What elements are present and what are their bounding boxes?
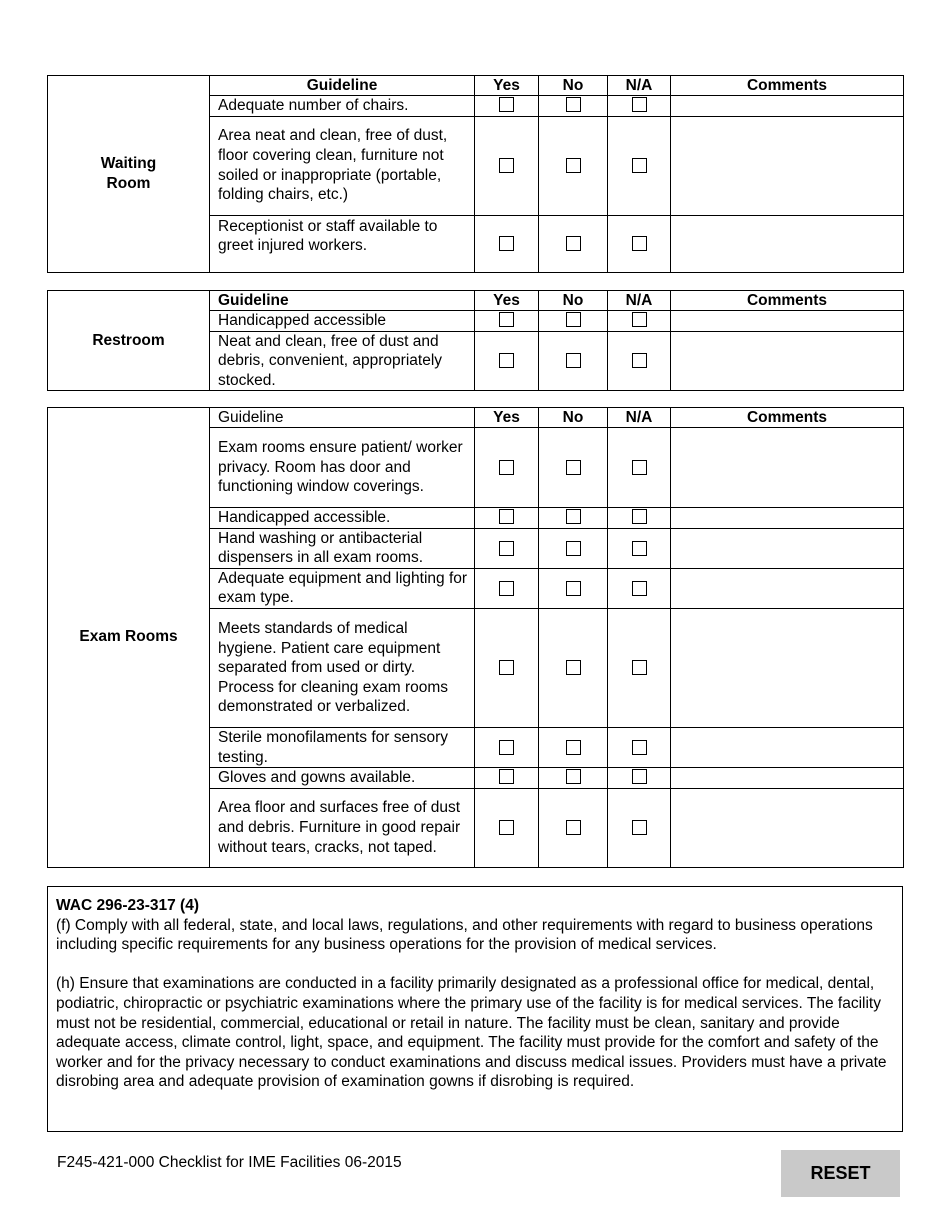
comments-field[interactable] [671, 727, 904, 767]
na-checkbox[interactable] [632, 353, 647, 368]
comments-header: Comments [671, 408, 904, 428]
comments-field[interactable] [671, 528, 904, 568]
guideline-text: Meets standards of medical hygiene. Patient care equipment separated from used or dirty. Process for cleaning exam rooms demonstrated or verbalized. [210, 608, 475, 727]
na-checkbox[interactable] [632, 541, 647, 556]
wac-regulation-box [47, 886, 903, 1132]
guideline-text: Exam rooms ensure patient/ worker privacy. Room has door and functioning window coverings. [210, 428, 475, 508]
no-checkbox[interactable] [566, 312, 581, 327]
guideline-text: Gloves and gowns available. [210, 768, 475, 789]
yes-checkbox[interactable] [499, 236, 514, 251]
na-checkbox[interactable] [632, 158, 647, 173]
guideline-text: Area floor and surfaces free of dust and debris. Furniture in good repair without tears, cracks, not taped. [210, 788, 475, 867]
na-header: N/A [608, 291, 671, 311]
exam-rooms-label: Exam Rooms [48, 408, 210, 868]
guideline-text: Adequate equipment and lighting for exam type. [210, 568, 475, 608]
comments-field[interactable] [671, 608, 904, 727]
no-checkbox[interactable] [566, 581, 581, 596]
na-checkbox[interactable] [632, 236, 647, 251]
waiting-room-table [47, 75, 904, 273]
no-header: No [539, 76, 608, 96]
yes-checkbox[interactable] [499, 660, 514, 675]
comments-header: Comments [671, 291, 904, 311]
no-checkbox[interactable] [566, 158, 581, 173]
yes-checkbox[interactable] [499, 820, 514, 835]
guideline-text: Receptionist or staff available to greet injured workers. [210, 215, 475, 272]
guideline-text: Hand washing or antibacterial dispensers in all exam rooms. [210, 528, 475, 568]
yes-header: Yes [475, 408, 539, 428]
restroom-table [47, 290, 904, 391]
comments-field[interactable] [671, 215, 904, 272]
yes-checkbox[interactable] [499, 769, 514, 784]
comments-field[interactable] [671, 331, 904, 391]
restroom-label: Restroom [48, 291, 210, 391]
na-checkbox[interactable] [632, 509, 647, 524]
no-header: No [539, 291, 608, 311]
yes-checkbox[interactable] [499, 158, 514, 173]
wac-paragraph-f: (f) Comply with all federal, state, and local laws, regulations, and other requirements with regard to business operations including specific requirements for any business operations for the provision of medical services. [56, 916, 873, 954]
na-checkbox[interactable] [632, 740, 647, 755]
yes-checkbox[interactable] [499, 581, 514, 596]
na-checkbox[interactable] [632, 660, 647, 675]
no-checkbox[interactable] [566, 769, 581, 784]
na-checkbox[interactable] [632, 820, 647, 835]
exam-rooms-table [47, 407, 904, 868]
no-checkbox[interactable] [566, 541, 581, 556]
na-header: N/A [608, 76, 671, 96]
yes-checkbox[interactable] [499, 97, 514, 112]
wac-title: WAC 296-23-317 (4) [56, 897, 200, 914]
guideline-text: Handicapped accessible. [210, 508, 475, 529]
na-checkbox[interactable] [632, 460, 647, 475]
guideline-header: Guideline [210, 291, 475, 311]
no-checkbox[interactable] [566, 660, 581, 675]
na-header: N/A [608, 408, 671, 428]
comments-field[interactable] [671, 428, 904, 508]
comments-field[interactable] [671, 788, 904, 867]
guideline-text: Sterile monofilaments for sensory testing. [210, 727, 475, 767]
na-checkbox[interactable] [632, 581, 647, 596]
comments-field[interactable] [671, 96, 904, 117]
guideline-header: Guideline [210, 76, 475, 96]
comments-field[interactable] [671, 568, 904, 608]
na-checkbox[interactable] [632, 769, 647, 784]
guideline-header: Guideline [210, 408, 475, 428]
comments-field[interactable] [671, 311, 904, 332]
no-header: No [539, 408, 608, 428]
na-checkbox[interactable] [632, 312, 647, 327]
comments-field[interactable] [671, 508, 904, 529]
yes-checkbox[interactable] [499, 509, 514, 524]
guideline-text: Handicapped accessible [210, 311, 475, 332]
reset-button[interactable]: RESET [781, 1150, 900, 1197]
no-checkbox[interactable] [566, 740, 581, 755]
wac-paragraph-h: (h) Ensure that examinations are conducted in a facility primarily designated as a professional office for medical, dental, podiatric, chiropractic or psychiatric examinations where the primary use of the facility is for medical services. The facility must not be residential, commercial, educational or retail in nature. The facility must be clean, sanitary and provide adequate access, climate control, light, space, and equipment. The facility must provide for the comfort and safety of the worker and for the privacy necessary to conduct examinations and discuss medical issues. Providers must have a private disrobing area and adequate provision of examination gowns if disrobing is required. [56, 975, 887, 1091]
comments-header: Comments [671, 76, 904, 96]
yes-checkbox[interactable] [499, 740, 514, 755]
yes-header: Yes [475, 76, 539, 96]
no-checkbox[interactable] [566, 460, 581, 475]
no-checkbox[interactable] [566, 236, 581, 251]
yes-checkbox[interactable] [499, 312, 514, 327]
no-checkbox[interactable] [566, 97, 581, 112]
no-checkbox[interactable] [566, 509, 581, 524]
no-checkbox[interactable] [566, 353, 581, 368]
yes-header: Yes [475, 291, 539, 311]
guideline-text: Adequate number of chairs. [210, 96, 475, 117]
yes-checkbox[interactable] [499, 353, 514, 368]
comments-field[interactable] [671, 768, 904, 789]
waiting-room-label: Waiting Room [48, 76, 210, 273]
no-checkbox[interactable] [566, 820, 581, 835]
yes-checkbox[interactable] [499, 541, 514, 556]
guideline-text: Neat and clean, free of dust and debris, convenient, appropriately stocked. [210, 331, 475, 391]
guideline-text: Area neat and clean, free of dust, floor covering clean, furniture not soiled or inappropriate (portable, folding chairs, etc.) [210, 116, 475, 215]
comments-field[interactable] [671, 116, 904, 215]
na-checkbox[interactable] [632, 97, 647, 112]
form-id-footer: F245-421-000 Checklist for IME Facilities 06-2015 [57, 1154, 402, 1171]
yes-checkbox[interactable] [499, 460, 514, 475]
